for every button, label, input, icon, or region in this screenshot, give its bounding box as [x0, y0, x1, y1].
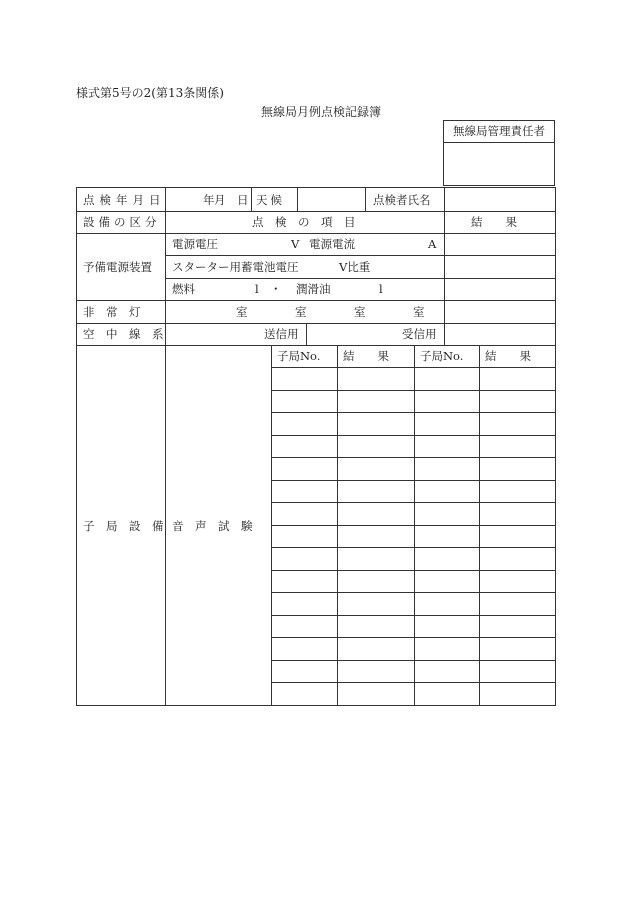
substation-row-divider: [271, 457, 555, 458]
row-divider: [77, 211, 555, 212]
weather-label: 天候: [256, 193, 285, 207]
antenna-label: 空 中 線 系: [83, 327, 164, 341]
substation-row-divider: [271, 412, 555, 413]
col-divider: [479, 345, 480, 705]
voltage-label: 電源電圧: [172, 237, 218, 251]
emergency-light-label: 非 常 灯: [83, 305, 141, 319]
substation-row-divider: [271, 525, 555, 526]
substation-row-divider: [271, 592, 555, 593]
year-label: 年: [203, 193, 215, 207]
category-header: 設備の区分: [83, 215, 161, 229]
oil-unit: l: [379, 282, 383, 296]
substation-row-divider: [271, 682, 555, 683]
col-divider: [271, 345, 272, 705]
row-divider: [77, 345, 555, 346]
substation-row-divider: [271, 547, 555, 548]
result-header: 結 果: [471, 215, 517, 229]
row-divider: [165, 278, 555, 279]
col-divider: [444, 188, 445, 345]
items-header: 点 検 の 項 目: [252, 215, 356, 229]
rx-label: 受信用: [402, 327, 437, 341]
current-unit: A: [428, 237, 437, 251]
row-divider: [77, 300, 555, 301]
voice-test-label: 音 声 試 験: [172, 519, 253, 533]
substation-row-divider: [271, 367, 555, 368]
room-label: 室: [354, 305, 366, 319]
starter-battery-label: スターター用蓄電池電圧: [172, 260, 299, 274]
substation-label: 子 局 設 備: [83, 519, 164, 533]
month-label: 月: [214, 193, 226, 207]
col-divider: [414, 345, 415, 705]
current-label: 電源電流: [309, 237, 355, 251]
tx-label: 送信用: [264, 327, 299, 341]
substation-no-header: 子局No.: [277, 349, 321, 363]
substation-row-divider: [271, 502, 555, 503]
room-label: 室: [413, 305, 425, 319]
date-label: 点検年月日: [83, 193, 166, 207]
col-divider: [297, 188, 298, 211]
col-divider: [365, 188, 366, 211]
col-divider: [251, 188, 252, 211]
substation-row-divider: [271, 615, 555, 616]
backup-power-label: 予備電源装置: [83, 260, 152, 274]
substation-row-divider: [271, 480, 555, 481]
col-divider: [306, 323, 307, 345]
form-number: 様式第5号の2(第13条関係): [76, 86, 224, 100]
fuel-label: 燃料: [172, 282, 195, 296]
oil-label: 潤滑油: [296, 282, 331, 296]
substation-row-divider: [271, 435, 555, 436]
room-label: 室: [295, 305, 307, 319]
col-divider: [337, 345, 338, 705]
document-title: 無線局月例点検記録簿: [260, 105, 381, 119]
substation-row-divider: [271, 637, 555, 638]
row-divider: [77, 233, 555, 234]
substation-result-header-2: 結 果: [485, 349, 531, 363]
substation-row-divider: [271, 570, 555, 571]
inspector-label: 点検者氏名: [373, 193, 431, 207]
room-label: 室: [236, 305, 248, 319]
substation-result-header: 結 果: [343, 349, 389, 363]
manager-box: [443, 120, 555, 186]
voltage-unit: V: [291, 237, 300, 251]
day-label: 日: [237, 193, 249, 207]
fuel-unit: l: [255, 282, 259, 296]
manager-label: 無線局管理責任者: [444, 121, 554, 143]
substation-no-header-2: 子局No.: [420, 349, 464, 363]
manager-signature-field[interactable]: [444, 143, 554, 187]
substation-row-divider: [271, 390, 555, 391]
inspection-table: [76, 187, 556, 706]
substation-row-divider: [271, 660, 555, 661]
row-divider: [77, 323, 555, 324]
specific-gravity-label: V比重: [339, 260, 371, 274]
separator-dot: ・: [270, 282, 282, 296]
col-divider: [165, 188, 166, 705]
row-divider: [165, 255, 555, 256]
